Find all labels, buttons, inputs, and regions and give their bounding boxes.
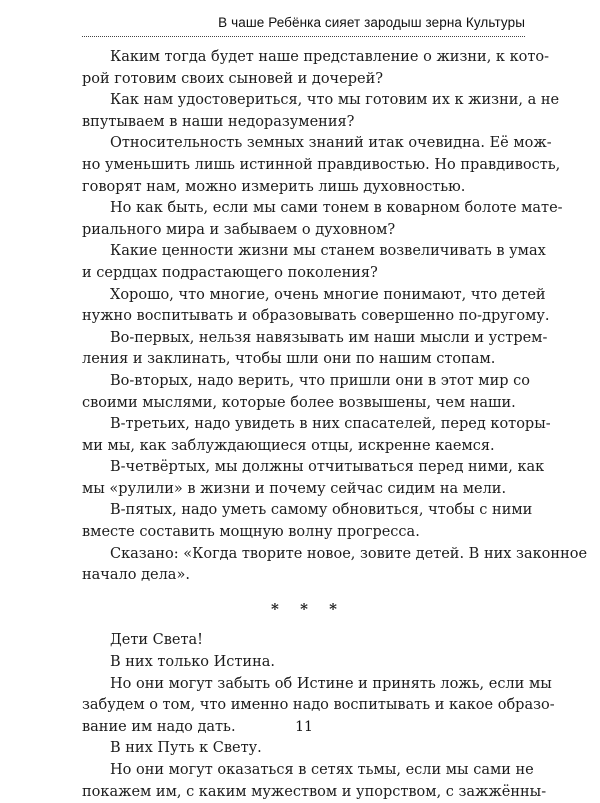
text-line: Какие ценности жизни мы станем возвеличивать в умах [110, 243, 546, 260]
text-line: своими мыслями, которые более возвышены, чем наши. [82, 394, 516, 411]
text-line: мы «рулили» в жизни и почему сейчас сидим на мели. [82, 480, 507, 497]
text-line: В-пятых, надо уметь самому обновиться, чтобы с ними [110, 502, 533, 519]
section-1 [82, 47, 588, 587]
text-line: Но они могут забыть об Истине и принять ложь, если мы [110, 675, 552, 692]
paragraph [82, 457, 545, 500]
text-line: Хорошо, что многие, очень многие понимают, что детей [110, 286, 546, 303]
text-line: Относительность земных знаний итак очевидна. Её мож- [110, 135, 552, 152]
text-line: Сказано: «Когда творите новое, зовите детей. В них законное [110, 545, 588, 562]
text-line: покажем им, с каким мужеством и упорством, с зажжённы- [82, 783, 547, 800]
text-line: но уменьшить лишь истинной правдивостью. Но правдивость, [82, 156, 561, 173]
text-line: ления и заклинать, чтобы шли они по нашим стопам. [82, 351, 496, 368]
paragraph [82, 738, 526, 760]
text-line: ми мы, как заблуждающиеся отцы, искренне каемся. [82, 437, 495, 454]
text-line: говорят нам, можно измерить лишь духовностью. [82, 178, 466, 195]
text-line: вание им надо дать. [82, 718, 236, 735]
text-line: В них Путь к Свету. [110, 740, 262, 757]
paragraph [82, 500, 533, 543]
paragraph [82, 544, 588, 587]
running-header: В чаше Ребёнка сияет зародыш зерна Культуры [218, 15, 525, 30]
text-line: Дети Света! [110, 632, 203, 649]
section-2 [82, 630, 555, 803]
text-line: Как нам удостовериться, что мы готовим их к жизни, а не [110, 92, 560, 109]
text-line: вместе составить мощную волну прогресса. [82, 524, 420, 541]
header-divider [82, 36, 525, 37]
paragraph [82, 630, 526, 652]
text-line: нужно воспитывать и образовывать совершенно по-другому. [82, 308, 550, 325]
text-line: впутываем в наши недоразумения? [82, 113, 355, 130]
paragraph [82, 652, 526, 674]
text-line: забудем о том, что именно надо воспитывать и какое образо- [82, 697, 555, 714]
paragraph [82, 198, 563, 241]
text-line: Но они могут оказаться в сетях тьмы, если мы сами не [110, 762, 534, 778]
page-number: 11 [295, 719, 313, 735]
section-separator: * * * [271, 599, 345, 618]
text-line: Во-вторых, надо верить, что пришли они в этот мир со [110, 372, 530, 389]
text-line: В них только Истина. [110, 654, 276, 671]
paragraph [82, 285, 550, 328]
text-line: В-четвёртых, мы должны отчитываться перед ними, как [110, 459, 545, 476]
paragraph [82, 90, 560, 133]
text-line: В-третьих, надо увидеть в них спасателей, перед которы- [110, 416, 551, 433]
text-line: риального мира и забываем о духовном? [82, 221, 396, 238]
text-line: Во-первых, нельзя навязывать им наши мысли и устрем- [110, 329, 548, 346]
paragraph [82, 414, 551, 457]
paragraph [82, 47, 550, 90]
paragraph [82, 328, 548, 371]
paragraph [82, 371, 530, 414]
page-body [82, 47, 588, 803]
text-line: Но как быть, если мы сами тонем в коварном болоте мате- [110, 200, 563, 217]
paragraph [82, 133, 561, 198]
paragraph [82, 760, 547, 803]
text-line: начало дела». [82, 567, 190, 584]
text-line: рой готовим своих сыновей и дочерей? [82, 70, 384, 87]
text-line: и сердцах подрастающего поколения? [82, 264, 378, 281]
paragraph [82, 241, 546, 284]
text-line: Каким тогда будет наше представление о жизни, к кото- [110, 49, 550, 65]
